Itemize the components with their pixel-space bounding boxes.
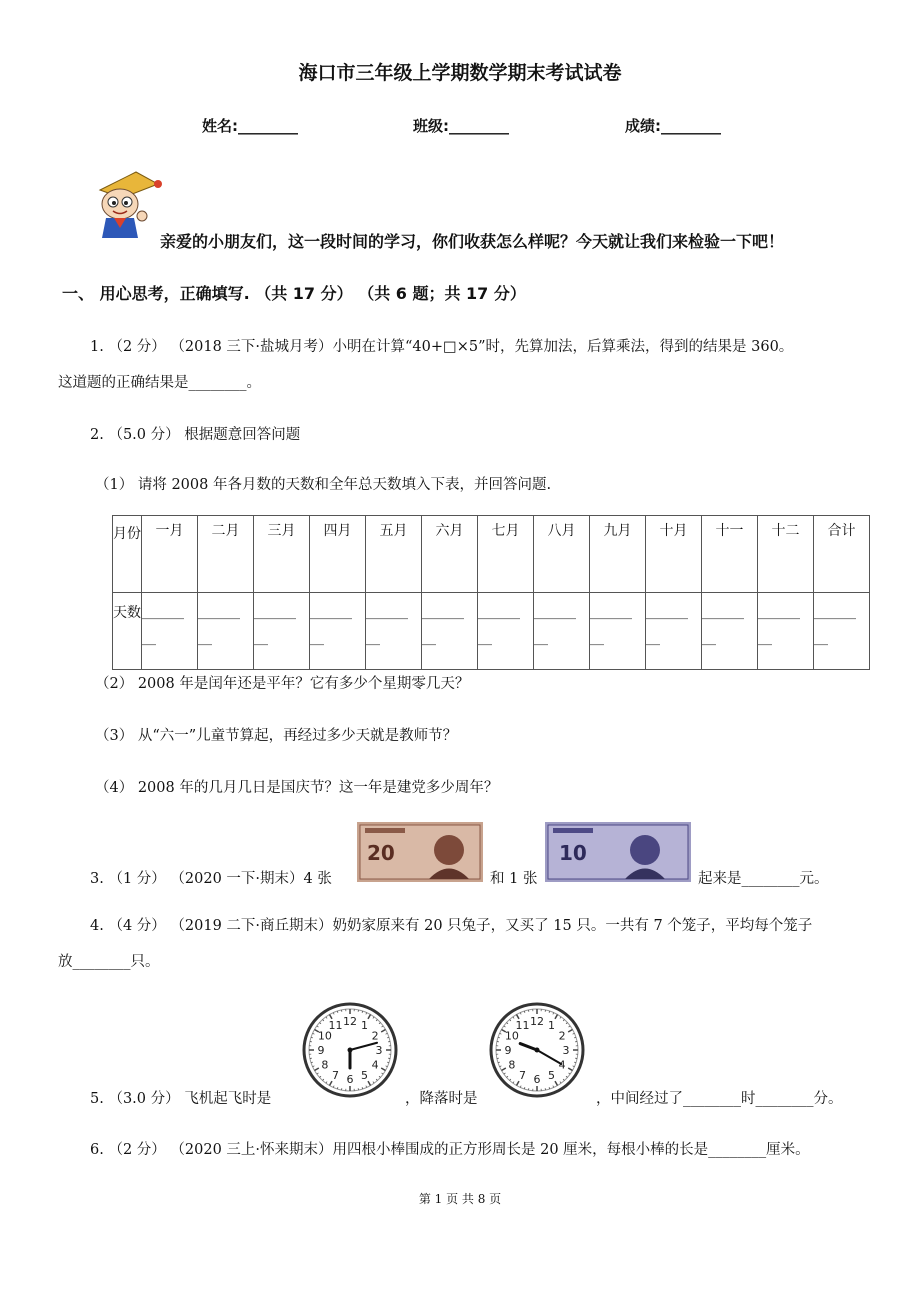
clock-number: 1: [548, 1018, 555, 1032]
days-answer-cell[interactable]: [422, 593, 478, 670]
days-answer-cell[interactable]: [646, 593, 702, 670]
days-answer-cell[interactable]: [534, 593, 590, 670]
greeting-text: 亲爱的小朋友们，这一段时间的学习，你们收获怎么样呢？今天就让我们来检验一下吧！: [160, 232, 785, 251]
clock-number: 10: [504, 1029, 519, 1043]
answer-blank[interactable]: ______ __: [254, 604, 296, 646]
banknote-10-value: 10: [559, 841, 587, 865]
question-5-part-2: ，降落时是: [405, 1091, 478, 1107]
question-2-sub-1: （1） 请将 2008 年各月数的天数和全年总天数填入下表，并回答问题.: [95, 477, 552, 493]
clock-number: 8: [508, 1058, 516, 1072]
clock-number: 4: [558, 1058, 566, 1072]
month-cell: 九月: [590, 516, 646, 593]
clock-number: 9: [504, 1044, 512, 1057]
month-cell: 一月: [142, 516, 198, 593]
score-field: 成绩:________: [625, 117, 721, 135]
answer-blank[interactable]: ______ __: [814, 604, 856, 646]
clock-number: 2: [558, 1029, 566, 1043]
clock-number: 6: [346, 1073, 354, 1086]
clock-number: 10: [317, 1029, 332, 1043]
clock-number: 6: [533, 1073, 541, 1086]
mascot-icon: [92, 168, 164, 244]
answer-blank[interactable]: ______ __: [366, 604, 408, 646]
question-5-part-1: 5. （3.0 分） 飞机起飞时是: [90, 1091, 272, 1107]
clock-number: 12: [343, 1015, 357, 1028]
days-answer-cell[interactable]: [814, 593, 870, 670]
section-1-heading: 一、 用心思考，正确填写. （共 17 分） （共 6 题；共 17 分）: [62, 284, 526, 303]
answer-blank[interactable]: ______ __: [422, 604, 464, 646]
month-cell: 八月: [534, 516, 590, 593]
question-4-line-1: 4. （4 分） （2019 二下·商丘期末）奶奶家原来有 20 只兔子，又买了 15 只。一共有 7 个笼子，平均每个笼子: [90, 918, 813, 934]
question-1-line-1: 1. （2 分） （2018 三下·盐城月考）小明在计算“40+□×5”时，先算加法，后算乘法，得到的结果是 360。: [90, 339, 794, 355]
answer-blank[interactable]: ______ __: [702, 604, 744, 646]
month-cell: 十二: [758, 516, 814, 593]
question-2-sub-3: （3） 从“六一”儿童节算起，再经过多少天就是教师节？: [95, 728, 458, 744]
page-footer: 第 1 页 共 8 页: [418, 1192, 502, 1206]
clock-number: 5: [548, 1069, 555, 1083]
days-answer-cell[interactable]: [478, 593, 534, 670]
clock-number: 12: [530, 1015, 544, 1028]
landing-clock-image: [487, 1000, 587, 1100]
clock-number: 9: [317, 1044, 325, 1057]
answer-blank[interactable]: ______ __: [590, 604, 632, 646]
question-2-sub-4: （4） 2008 年的几月几日是国庆节？这一年是建党多少周年？: [95, 780, 499, 796]
answer-blank[interactable]: ______ __: [646, 604, 688, 646]
days-answer-cell[interactable]: [702, 593, 758, 670]
month-cell: 四月: [310, 516, 366, 593]
class-field: 班级:________: [413, 117, 509, 135]
answer-blank[interactable]: ______ __: [758, 604, 800, 646]
banknote-10-yuan-image: [545, 822, 691, 882]
question-3-part-2: 和 1 张: [490, 871, 538, 887]
month-cell: 三月: [254, 516, 310, 593]
month-cell: 二月: [198, 516, 254, 593]
banknote-20-yuan-image: [357, 822, 483, 882]
question-2-heading: 2. （5.0 分） 根据题意回答问题: [90, 427, 301, 443]
answer-blank[interactable]: ______ __: [198, 604, 240, 646]
clock-number: 1: [361, 1018, 368, 1032]
answer-blank[interactable]: ______ __: [142, 604, 184, 646]
answer-blank[interactable]: ______ __: [534, 604, 576, 646]
clock-number: 5: [361, 1069, 368, 1083]
clock-number: 3: [562, 1044, 570, 1057]
clock-number: 11: [328, 1018, 343, 1032]
question-4-line-2: 放________只。: [58, 954, 160, 970]
question-6: 6. （2 分） （2020 三上·怀来期末）用四根小棒围成的正方形周长是 20 厘米，每根小棒的长是________厘米。: [90, 1142, 810, 1158]
question-1-line-2: 这道题的正确结果是________。: [58, 375, 261, 391]
days-answer-cell[interactable]: [758, 593, 814, 670]
answer-blank[interactable]: ______ __: [478, 604, 520, 646]
days-answer-cell[interactable]: [254, 593, 310, 670]
clock-number: 4: [371, 1058, 379, 1072]
month-cell: 六月: [422, 516, 478, 593]
answer-blank[interactable]: ______ __: [310, 604, 352, 646]
table-header-month: 月份: [113, 516, 142, 593]
days-answer-cell[interactable]: [366, 593, 422, 670]
month-cell: 五月: [366, 516, 422, 593]
takeoff-clock-image: [300, 1000, 400, 1100]
clock-number: 2: [371, 1029, 379, 1043]
month-cell: 七月: [478, 516, 534, 593]
clock-number: 7: [519, 1069, 526, 1083]
days-table: [112, 515, 870, 670]
month-cell: 十一: [702, 516, 758, 593]
question-3-part-1: 3. （1 分） （2020 一下·期末）4 张: [90, 871, 332, 887]
question-5-part-3: ，中间经过了________时________分。: [596, 1091, 843, 1107]
clock-number: 8: [321, 1058, 329, 1072]
question-2-sub-2: （2） 2008 年是闰年还是平年？它有多少个星期零几天？: [95, 676, 470, 692]
table-header-days: 天数: [113, 593, 142, 670]
clock-number: 3: [375, 1044, 383, 1057]
days-answer-cell[interactable]: [590, 593, 646, 670]
month-cell: 合计: [814, 516, 870, 593]
banknote-20-value: 20: [367, 841, 395, 865]
question-3-part-3: 起来是________元。: [698, 871, 829, 887]
days-answer-cell[interactable]: [142, 593, 198, 670]
clock-number: 7: [332, 1069, 339, 1083]
days-answer-cell[interactable]: [310, 593, 366, 670]
days-answer-cell[interactable]: [198, 593, 254, 670]
month-cell: 十月: [646, 516, 702, 593]
name-field: 姓名:________: [202, 117, 298, 135]
clock-number: 11: [515, 1018, 530, 1032]
page-title: 海口市三年级上学期数学期末考试试卷: [298, 62, 622, 84]
